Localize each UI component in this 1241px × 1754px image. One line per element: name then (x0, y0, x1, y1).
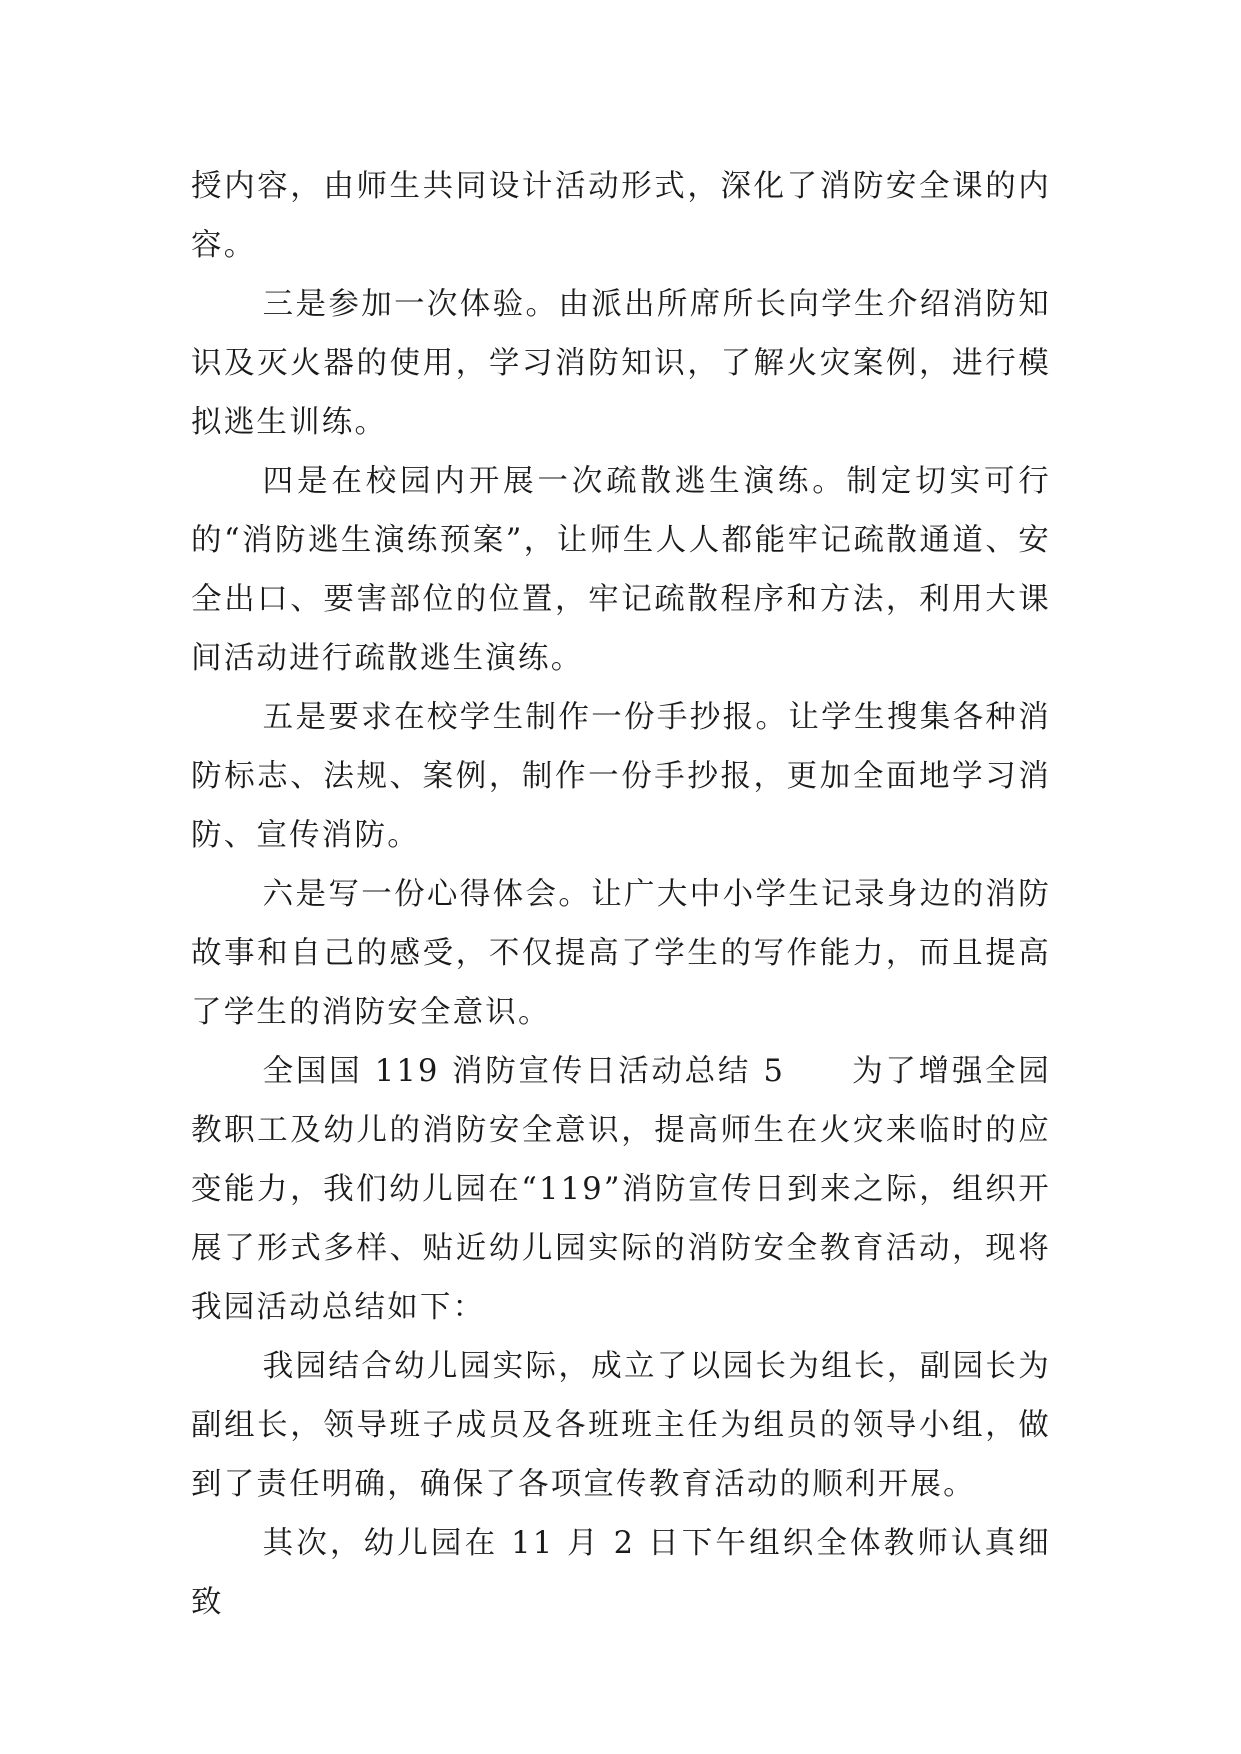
paragraph-6: 全国国 119 消防宣传日活动总结 5 为了增强全园教职工及幼儿的消防安全意识，提高师生在火灾来临时的应变能力，我们幼儿园在“119”消防宣传日到来之际，组织开展了形式多样、贴近幼儿园实际的消防安全教育活动，现将我园活动总结如下： (191, 1054, 1051, 1325)
paragraph-2: 三是参加一次体验。由派出所席所长向学生介绍消防知识及灭火器的使用，学习消防知识，了解火灾案例，进行模拟逃生训练。 (191, 287, 1051, 440)
paragraph-3: 四是在校园内开展一次疏散逃生演练。制定切实可行的“消防逃生演练预案”，让师生人人都能牢记疏散通道、安全出口、要害部位的位置，牢记疏散程序和方法，利用大课间活动进行疏散逃生演练。 (191, 464, 1051, 676)
paragraph-1: 授内容，由师生共同设计活动形式，深化了消防安全课的内容。 (191, 169, 1051, 263)
paragraph-7: 我园结合幼儿园实际，成立了以园长为组长，副园长为副组长，领导班子成员及各班班主任为组员的领导小组，做到了责任明确，确保了各项宣传教育活动的顺利开展。 (191, 1349, 1051, 1502)
paragraph-4: 五是要求在校学生制作一份手抄报。让学生搜集各种消防标志、法规、案例，制作一份手抄报，更加全面地学习消防、宣传消防。 (191, 700, 1051, 853)
document-body (191, 157, 1051, 1632)
paragraph-5: 六是写一份心得体会。让广大中小学生记录身边的消防故事和自己的感受，不仅提高了学生的写作能力，而且提高了学生的消防安全意识。 (191, 877, 1051, 1030)
paragraph-8: 其次，幼儿园在 11 月 2 日下午组织全体教师认真细致 (191, 1526, 1051, 1620)
